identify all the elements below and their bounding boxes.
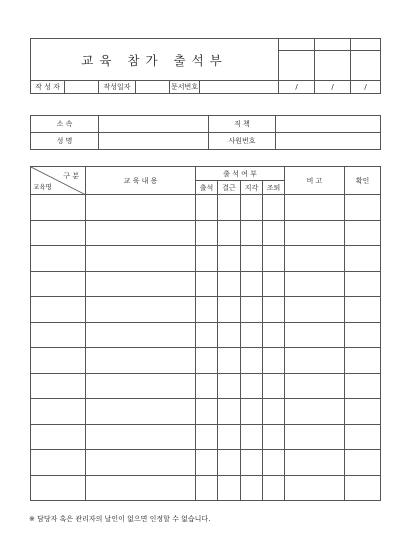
early-leave-cell[interactable] bbox=[263, 297, 285, 323]
confirm-cell[interactable] bbox=[345, 399, 381, 425]
document-header bbox=[30, 38, 381, 94]
early-leave-cell[interactable] bbox=[263, 195, 285, 221]
edu-name-cell[interactable] bbox=[31, 271, 86, 297]
confirm-cell[interactable] bbox=[345, 297, 381, 323]
approval-sign-cell-1[interactable] bbox=[279, 51, 315, 81]
table-row bbox=[31, 424, 381, 450]
date-label: 작성일자 bbox=[99, 81, 136, 94]
approval-date-2[interactable]: / bbox=[315, 81, 351, 94]
remarks-cell[interactable] bbox=[285, 373, 345, 399]
remarks-cell[interactable] bbox=[285, 322, 345, 348]
edu-content-cell[interactable] bbox=[86, 475, 196, 501]
docno-field[interactable] bbox=[200, 81, 279, 94]
affiliation-label: 소 속 bbox=[31, 116, 99, 133]
absent-cell[interactable] bbox=[218, 246, 241, 272]
edu-name-cell[interactable] bbox=[31, 399, 86, 425]
early-leave-cell[interactable] bbox=[263, 246, 285, 272]
confirm-cell[interactable] bbox=[345, 322, 381, 348]
category-header-cell bbox=[31, 167, 86, 195]
edu-content-cell[interactable] bbox=[86, 195, 196, 221]
confirm-cell[interactable] bbox=[345, 348, 381, 374]
late-cell[interactable] bbox=[241, 220, 263, 246]
present-cell[interactable] bbox=[196, 475, 218, 501]
early-leave-cell[interactable] bbox=[263, 424, 285, 450]
remarks-cell[interactable] bbox=[285, 220, 345, 246]
edu-content-cell[interactable] bbox=[86, 399, 196, 425]
late-cell[interactable] bbox=[241, 475, 263, 501]
late-cell[interactable] bbox=[241, 322, 263, 348]
edu-content-header: 교 육 내 용 bbox=[86, 167, 196, 195]
docno-label: 문서번호 bbox=[170, 81, 200, 94]
approval-header-cell-3 bbox=[351, 39, 381, 51]
employee-info bbox=[30, 115, 381, 150]
edu-name-cell[interactable] bbox=[31, 297, 86, 323]
early-leave-cell[interactable] bbox=[263, 220, 285, 246]
confirm-cell[interactable] bbox=[345, 220, 381, 246]
absent-cell[interactable] bbox=[218, 348, 241, 374]
absent-cell[interactable] bbox=[218, 195, 241, 221]
absent-cell[interactable] bbox=[218, 297, 241, 323]
absent-cell[interactable] bbox=[218, 475, 241, 501]
remarks-cell[interactable] bbox=[285, 297, 345, 323]
remarks-cell[interactable] bbox=[285, 450, 345, 476]
late-cell[interactable] bbox=[241, 399, 263, 425]
early-leave-cell[interactable] bbox=[263, 373, 285, 399]
table-row bbox=[31, 195, 381, 221]
author-label: 작 성 자 bbox=[31, 81, 65, 94]
edu-name-cell[interactable] bbox=[31, 246, 86, 272]
late-cell[interactable] bbox=[241, 271, 263, 297]
table-row bbox=[31, 373, 381, 399]
confirm-cell[interactable] bbox=[345, 373, 381, 399]
absent-cell[interactable] bbox=[218, 373, 241, 399]
absent-cell[interactable] bbox=[218, 322, 241, 348]
confirm-header: 확인 bbox=[345, 167, 381, 195]
confirm-cell[interactable] bbox=[345, 271, 381, 297]
affiliation-field[interactable] bbox=[99, 116, 209, 133]
remarks-cell[interactable] bbox=[285, 475, 345, 501]
remarks-cell[interactable] bbox=[285, 246, 345, 272]
table-row bbox=[31, 271, 381, 297]
early-leave-cell[interactable] bbox=[263, 399, 285, 425]
edu-content-cell[interactable] bbox=[86, 373, 196, 399]
position-label: 직 책 bbox=[209, 116, 276, 133]
remarks-cell[interactable] bbox=[285, 195, 345, 221]
edu-content-cell[interactable] bbox=[86, 424, 196, 450]
name-label: 성 명 bbox=[31, 133, 99, 150]
table-row bbox=[31, 246, 381, 272]
edu-content-cell[interactable] bbox=[86, 246, 196, 272]
table-row bbox=[31, 322, 381, 348]
employee-no-label: 사원번호 bbox=[209, 133, 276, 150]
absent-cell[interactable] bbox=[218, 220, 241, 246]
late-cell[interactable] bbox=[241, 373, 263, 399]
approval-header-cell-2 bbox=[315, 39, 351, 51]
late-cell[interactable] bbox=[241, 297, 263, 323]
table-row bbox=[31, 348, 381, 374]
page-title: 교육 참가 출석부 bbox=[31, 39, 279, 81]
confirm-cell[interactable] bbox=[345, 450, 381, 476]
edu-name-cell[interactable] bbox=[31, 475, 86, 501]
table-row bbox=[31, 399, 381, 425]
absent-cell[interactable] bbox=[218, 424, 241, 450]
late-header: 지각 bbox=[241, 181, 263, 195]
edu-content-cell[interactable] bbox=[86, 297, 196, 323]
approval-sign-cell-3[interactable] bbox=[351, 51, 381, 81]
approval-date-3[interactable]: / bbox=[351, 81, 381, 94]
absent-cell[interactable] bbox=[218, 399, 241, 425]
footnote: ※ 담당자 혹은 관리자의 날인이 없으면 인정할 수 없습니다. bbox=[29, 515, 211, 523]
attendance-rows bbox=[31, 195, 381, 501]
category-header: 구 분 bbox=[63, 172, 79, 180]
approval-sign-cell-2[interactable] bbox=[315, 51, 351, 81]
absent-cell[interactable] bbox=[218, 450, 241, 476]
edu-name-cell[interactable] bbox=[31, 348, 86, 374]
late-cell[interactable] bbox=[241, 348, 263, 374]
present-cell[interactable] bbox=[196, 297, 218, 323]
table-row bbox=[31, 220, 381, 246]
edu-name-cell[interactable] bbox=[31, 322, 86, 348]
late-cell[interactable] bbox=[241, 450, 263, 476]
late-cell[interactable] bbox=[241, 424, 263, 450]
early-leave-header: 조퇴 bbox=[263, 181, 285, 195]
date-field[interactable] bbox=[136, 81, 170, 94]
remarks-cell[interactable] bbox=[285, 424, 345, 450]
early-leave-cell[interactable] bbox=[263, 450, 285, 476]
attendance-header: 출 석 여 부 bbox=[196, 167, 285, 181]
edu-content-cell[interactable] bbox=[86, 322, 196, 348]
edu-name-cell[interactable] bbox=[31, 373, 86, 399]
edu-name-cell[interactable] bbox=[31, 220, 86, 246]
edu-content-cell[interactable] bbox=[86, 348, 196, 374]
absent-cell[interactable] bbox=[218, 271, 241, 297]
edu-content-cell[interactable] bbox=[86, 271, 196, 297]
remarks-cell[interactable] bbox=[285, 399, 345, 425]
edu-name-cell[interactable] bbox=[31, 424, 86, 450]
confirm-cell[interactable] bbox=[345, 195, 381, 221]
present-cell[interactable] bbox=[196, 424, 218, 450]
absent-header: 결근 bbox=[218, 181, 241, 195]
remarks-cell[interactable] bbox=[285, 348, 345, 374]
present-cell[interactable] bbox=[196, 220, 218, 246]
present-cell[interactable] bbox=[196, 322, 218, 348]
edu-content-cell[interactable] bbox=[86, 450, 196, 476]
present-cell[interactable] bbox=[196, 348, 218, 374]
table-row bbox=[31, 450, 381, 476]
approval-date-1[interactable]: / bbox=[279, 81, 315, 94]
present-cell[interactable] bbox=[196, 450, 218, 476]
late-cell[interactable] bbox=[241, 195, 263, 221]
present-cell[interactable] bbox=[196, 373, 218, 399]
early-leave-cell[interactable] bbox=[263, 271, 285, 297]
attendance-table bbox=[30, 166, 381, 501]
edu-content-cell[interactable] bbox=[86, 220, 196, 246]
present-header: 출석 bbox=[196, 181, 218, 195]
early-leave-cell[interactable] bbox=[263, 322, 285, 348]
present-cell[interactable] bbox=[196, 246, 218, 272]
edu-name-cell[interactable] bbox=[31, 195, 86, 221]
confirm-cell[interactable] bbox=[345, 246, 381, 272]
confirm-cell[interactable] bbox=[345, 424, 381, 450]
early-leave-cell[interactable] bbox=[263, 348, 285, 374]
table-row bbox=[31, 297, 381, 323]
table-row bbox=[31, 475, 381, 501]
present-cell[interactable] bbox=[196, 271, 218, 297]
present-cell[interactable] bbox=[196, 399, 218, 425]
employee-no-field[interactable] bbox=[276, 133, 381, 150]
confirm-cell[interactable] bbox=[345, 475, 381, 501]
name-field[interactable] bbox=[99, 133, 209, 150]
author-field[interactable] bbox=[65, 81, 99, 94]
late-cell[interactable] bbox=[241, 246, 263, 272]
edu-name-header: 교육명 bbox=[33, 183, 52, 191]
early-leave-cell[interactable] bbox=[263, 475, 285, 501]
position-field[interactable] bbox=[276, 116, 381, 133]
present-cell[interactable] bbox=[196, 195, 218, 221]
edu-name-cell[interactable] bbox=[31, 450, 86, 476]
remarks-cell[interactable] bbox=[285, 271, 345, 297]
approval-header-cell-1 bbox=[279, 39, 315, 51]
remarks-header: 비 고 bbox=[285, 167, 345, 195]
